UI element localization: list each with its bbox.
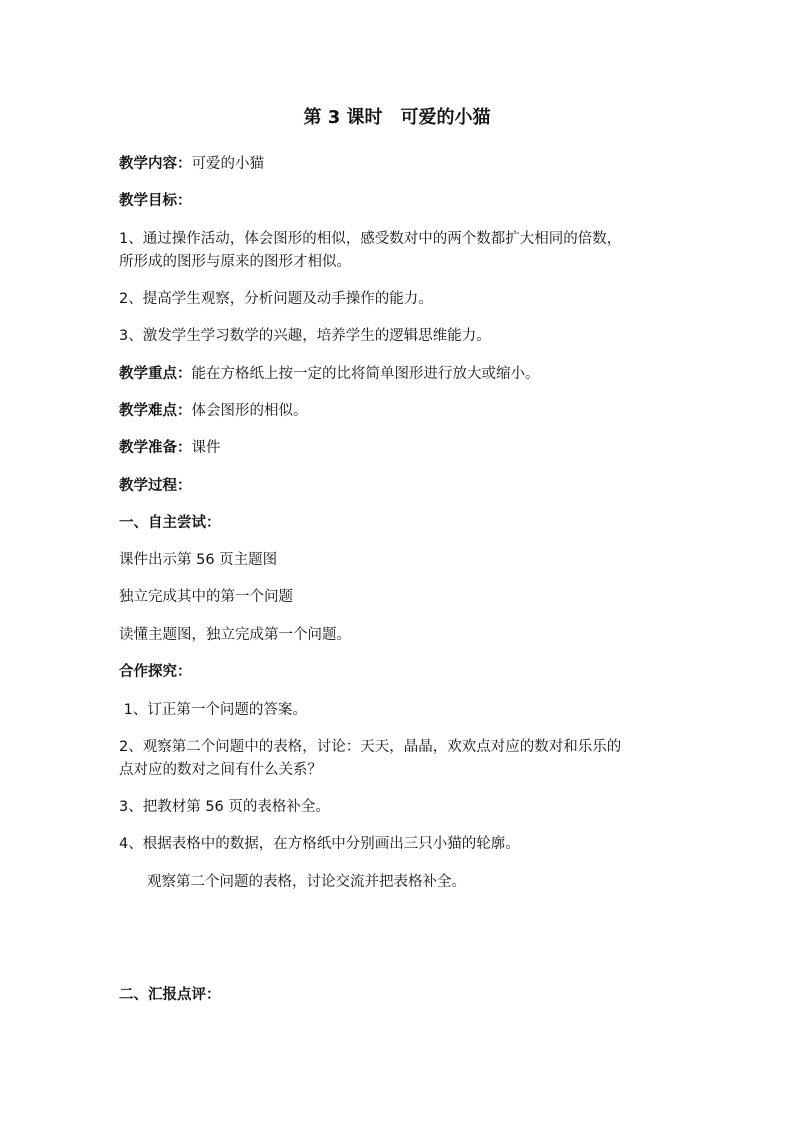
goal-1-line-1: 1、通过操作活动，体会图形的相似，感受数对中的两个数都扩大相同的倍数， [119,231,622,247]
section-1-heading: 一、自主尝试： [119,515,221,531]
cooperation-note: 观察第二个问题的表格，讨论交流并把表格补全。 [147,874,466,890]
goal-1-line-2: 所形成的图形与原来的图形才相似。 [119,254,351,270]
cooperation-item-1: 1、订正第一个问题的答案。 [119,702,307,718]
page-title: 第 3 课时 可爱的小猫 [303,107,491,128]
goal-3: 3、激发学生学习数学的兴趣，培养学生的逻辑思维能力。 [119,328,491,344]
teaching-content-label: 教学内容： [119,156,192,172]
preparation-text: 课件 [191,440,221,456]
section-1-line-3: 读懂主题图，独立完成第一个问题。 [119,627,351,643]
difficulty [119,401,308,421]
cooperation-item-3: 3、把教材第 56 页的表格补全。 [119,799,330,815]
preparation [119,438,221,458]
cooperation-item-2-line-2: 点对应的数对之间有什么关系？ [119,762,322,778]
preparation-label: 教学准备： [119,440,192,456]
section-1-line-2: 独立完成其中的第一个问题 [119,589,293,605]
process-heading: 教学过程： [119,478,192,494]
goals-heading: 教学目标： [119,193,192,209]
key-point [119,364,540,384]
teaching-content [119,154,264,174]
goal-2: 2、提高学生观察，分析问题及动手操作的能力。 [119,291,433,307]
section-2-heading: 二、汇报点评： [119,987,221,1003]
cooperation-item-4: 4、根据表格中的数据，在方格纸中分别画出三只小猫的轮廓。 [119,836,520,852]
difficulty-text: 体会图形的相似。 [191,403,308,419]
teaching-content-text: 可爱的小猫 [191,156,264,172]
cooperation-item-2-line-1: 2、观察第二个问题中的表格，讨论：天天，晶晶，欢欢点对应的数对和乐乐的 [119,739,622,755]
key-point-label: 教学重点： [119,366,192,382]
cooperation-heading: 合作探究： [119,664,192,680]
section-1-line-1: 课件出示第 56 页主题图 [119,552,278,568]
key-point-text: 能在方格纸上按一定的比将简单图形进行放大或缩小。 [191,366,540,382]
difficulty-label: 教学难点： [119,403,192,419]
